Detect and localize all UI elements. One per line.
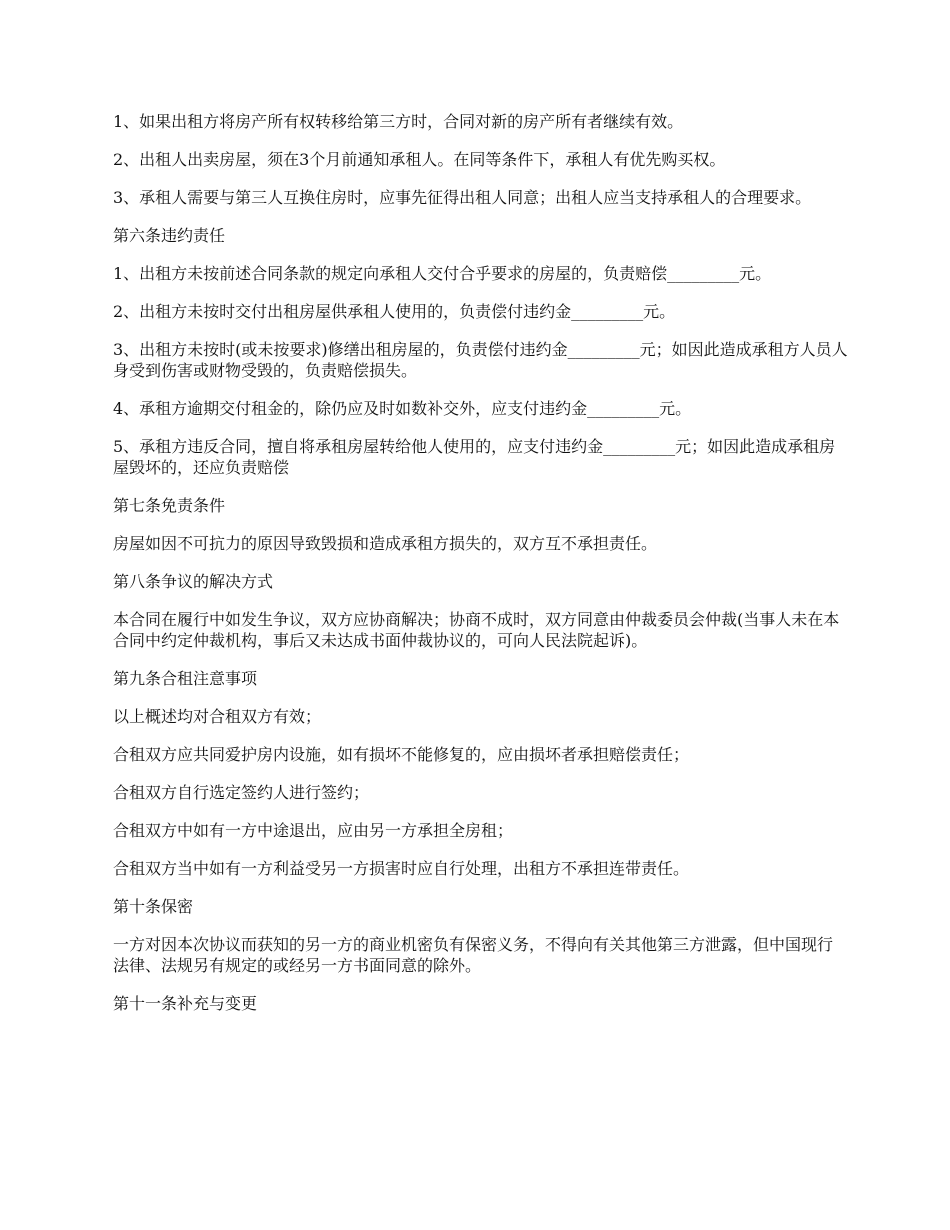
clause-paragraph: 合租双方自行选定签约人进行签约； (113, 783, 370, 802)
clause-paragraph: 房屋如因不可抗力的原因导致毁损和造成承租方损失的，双方互不承担责任。 (113, 534, 658, 553)
document-body (113, 111, 848, 1031)
section-heading: 第七条免责条件 (113, 496, 226, 515)
clause-paragraph: 合租双方当中如有一方利益受另一方损害时应自行处理，出租方不承担连带责任。 (113, 859, 690, 878)
clause-paragraph: 2、出租方未按时交付出租房屋供承租人使用的，负责偿付违约金_________元。 (113, 302, 676, 321)
clause-paragraph: 1、出租方未按前述合同条款的规定向承租人交付合乎要求的房屋的，负责赔偿_________元。 (113, 264, 772, 283)
clause-paragraph: 2、出租人出卖房屋，须在3个月前通知承租人。在同等条件下，承租人有优先购买权。 (113, 150, 726, 169)
clause-paragraph: 3、出租方未按时(或未按要求)修缮出租房屋的，负责偿付违约金_________元；如因此造成承租方人员人身受到伤害或财物受毁的，负责赔偿损失。 (113, 340, 848, 380)
clause-paragraph: 以上概述均对合租双方有效； (113, 707, 322, 726)
clause-paragraph: 本合同在履行中如发生争议，双方应协商解决；协商不成时，双方同意由仲裁委员会仲裁(当事人未在本合同中约定仲裁机构，事后又未达成书面仲裁协议的，可向人民法院起诉)。 (113, 610, 840, 650)
clause-paragraph: 1、如果出租方将房产所有权转移给第三方时，合同对新的房产所有者继续有效。 (113, 112, 684, 131)
clause-paragraph: 5、承租方违反合同，擅自将承租房屋转给他人使用的，应支付违约金_________元；如因此造成承租房屋毁坏的，还应负责赔偿 (113, 437, 836, 477)
clause-paragraph: 3、承租人需要与第三人互换住房时，应事先征得出租人同意；出租人应当支持承租人的合理要求。 (113, 188, 812, 207)
clause-paragraph: 合租双方中如有一方中途退出，应由另一方承担全房租； (113, 821, 514, 840)
section-heading: 第十一条补充与变更 (113, 994, 258, 1013)
section-heading: 第六条违约责任 (113, 226, 226, 245)
section-heading: 第十条保密 (113, 897, 194, 916)
section-heading: 第八条争议的解决方式 (113, 572, 274, 591)
clause-paragraph: 一方对因本次协议而获知的另一方的商业机密负有保密义务，不得向有关其他第三方泄露，但中国现行法律、法规另有规定的或经另一方书面同意的除外。 (113, 935, 834, 975)
clause-paragraph: 合租双方应共同爱护房内设施，如有损坏不能修复的，应由损坏者承担赔偿责任； (113, 745, 690, 764)
clause-paragraph: 4、承租方逾期交付租金的，除仍应及时如数补交外，应支付违约金_________元。 (113, 399, 692, 418)
section-heading: 第九条合租注意事项 (113, 669, 258, 688)
